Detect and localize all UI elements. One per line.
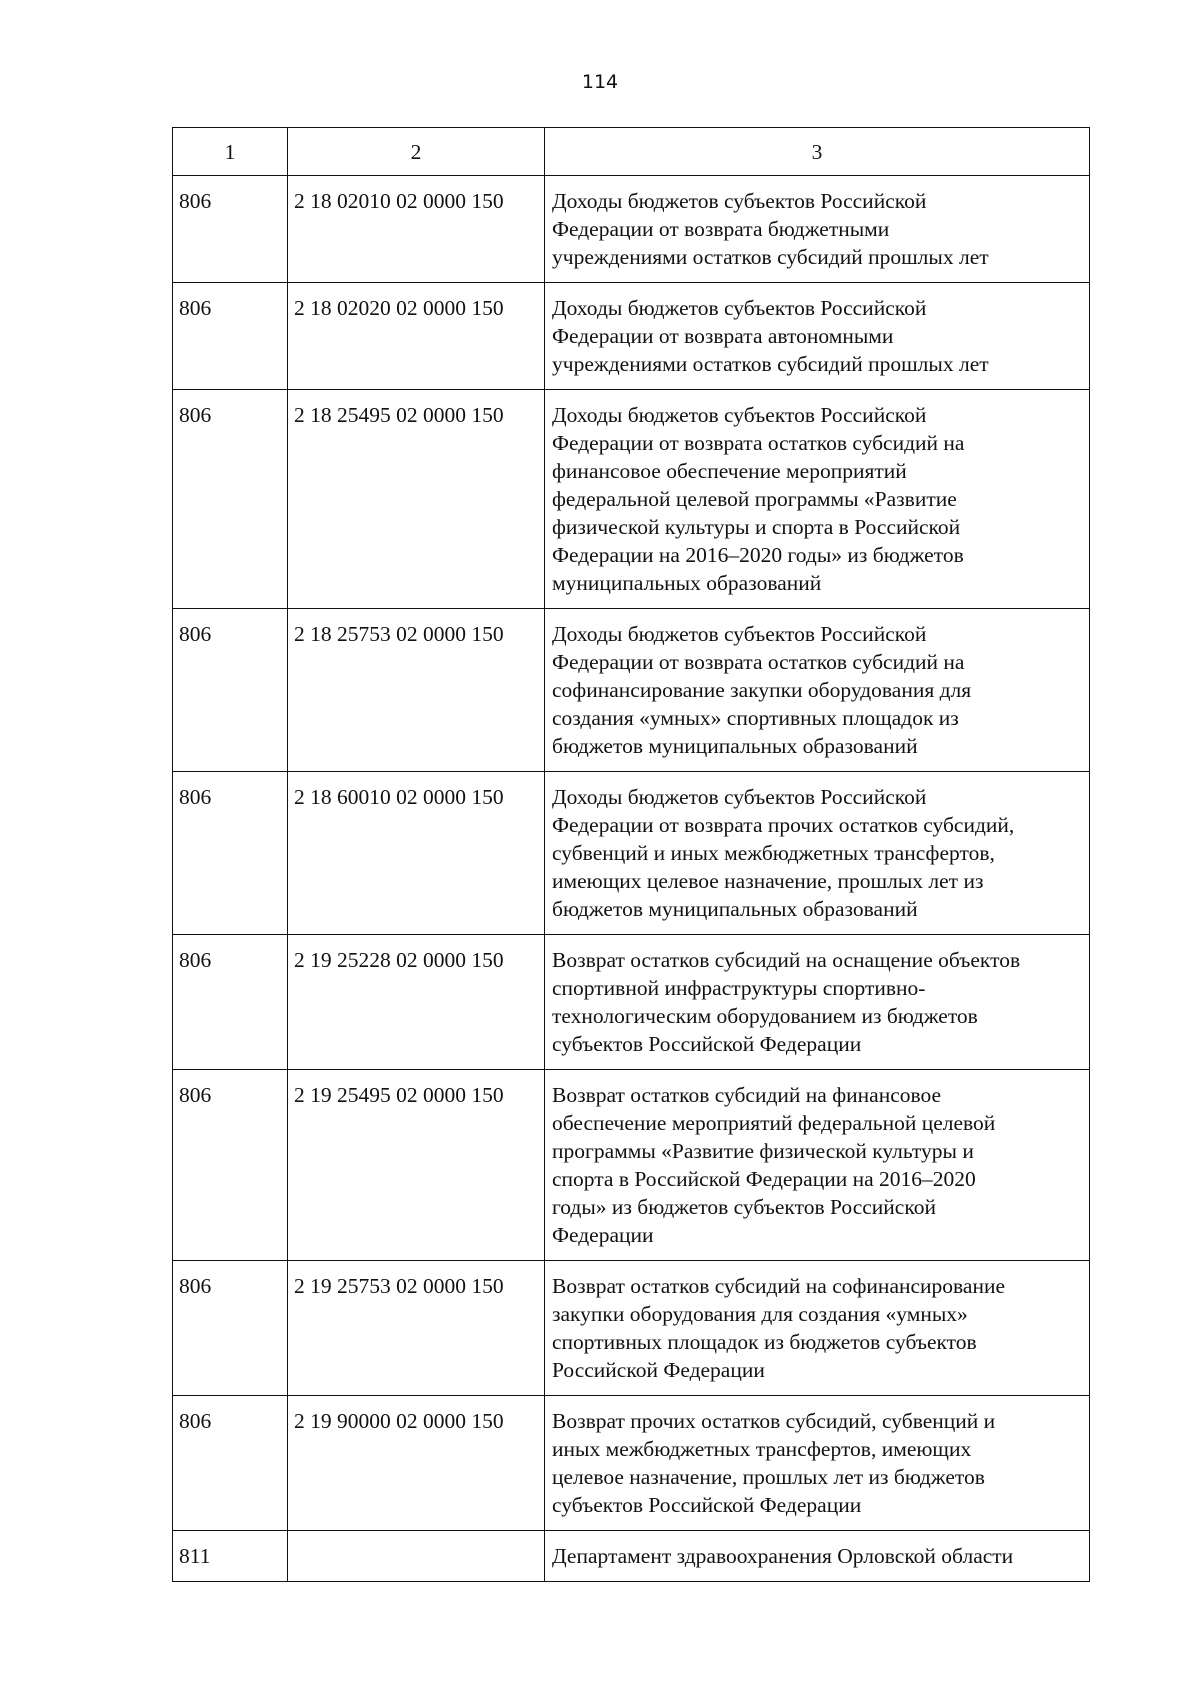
income-description-cell [545, 772, 1090, 935]
income-description-cell [545, 283, 1090, 390]
income-description-cell [545, 390, 1090, 609]
description-line: Российской Федерации [552, 1358, 765, 1382]
budget-classification-code: 2 18 60010 02 0000 150 [294, 785, 504, 809]
column-header-3: 3 [545, 128, 1090, 176]
income-description-cell [545, 1396, 1090, 1531]
description-line: закупки оборудования для создания «умных» [552, 1302, 968, 1326]
budget-classification-code-cell [288, 609, 545, 772]
admin-code: 806 [179, 403, 212, 427]
admin-code-cell [173, 283, 288, 390]
description-line: Федерации [552, 1223, 654, 1247]
income-description-cell [545, 1070, 1090, 1261]
description-line: бюджетов муниципальных образований [552, 734, 918, 758]
budget-classification-code: 2 18 25495 02 0000 150 [294, 403, 504, 427]
description-line: Возврат остатков субсидий на софинансирование [552, 1274, 1006, 1298]
description-line: программы «Развитие физической культуры и [552, 1139, 974, 1163]
description-line: субъектов Российской Федерации [552, 1032, 862, 1056]
column-header-2: 2 [288, 128, 545, 176]
income-description-cell [545, 176, 1090, 283]
admin-code-cell [173, 609, 288, 772]
budget-classification-code: 2 18 02020 02 0000 150 [294, 296, 504, 320]
income-description [545, 1396, 1089, 1530]
income-description [545, 283, 1089, 389]
description-line: Федерации от возврата остатков субсидий на [552, 431, 965, 455]
income-description [545, 176, 1089, 282]
income-description [545, 1070, 1089, 1260]
description-line: учреждениями остатков субсидий прошлых лет [552, 245, 989, 269]
admin-code: 806 [179, 189, 212, 213]
table-row [173, 935, 1090, 1070]
income-description [545, 609, 1089, 771]
admin-code-cell [173, 1070, 288, 1261]
admin-code-cell [173, 935, 288, 1070]
header-row [173, 128, 1090, 176]
page-number: 114 [581, 71, 619, 93]
budget-classification-code-cell [288, 1396, 545, 1531]
description-line: имеющих целевое назначение, прошлых лет из [552, 869, 984, 893]
income-description [545, 1531, 1089, 1581]
description-line: Доходы бюджетов субъектов Российской [552, 622, 927, 646]
table-row [173, 390, 1090, 609]
admin-code: 806 [179, 1083, 212, 1107]
budget-classification-code: 2 19 25495 02 0000 150 [294, 1083, 504, 1107]
description-line: обеспечение мероприятий федеральной целевой [552, 1111, 996, 1135]
description-line: Доходы бюджетов субъектов Российской [552, 296, 927, 320]
description-line: Возврат прочих остатков субсидий, субвенций и [552, 1409, 996, 1433]
description-line: годы» из бюджетов субъектов Российской [552, 1195, 936, 1219]
description-line: Федерации от возврата автономными [552, 324, 894, 348]
description-line: Федерации от возврата прочих остатков субсидий, [552, 813, 1015, 837]
table-header [173, 128, 1090, 176]
admin-code: 811 [179, 1544, 211, 1568]
table-row [173, 609, 1090, 772]
income-description-cell [545, 935, 1090, 1070]
income-description [545, 390, 1089, 608]
admin-code: 806 [179, 296, 212, 320]
description-line: спортивной инфраструктуры спортивно- [552, 976, 926, 1000]
description-line: Возврат остатков субсидий на финансовое [552, 1083, 942, 1107]
table-row [173, 1396, 1090, 1531]
admin-code: 806 [179, 1409, 212, 1433]
description-line: федеральной целевой программы «Развитие [552, 487, 957, 511]
income-description-cell [545, 1531, 1090, 1582]
income-description-cell [545, 609, 1090, 772]
budget-classification-code-cell [288, 772, 545, 935]
column-header-1: 1 [173, 128, 288, 176]
admin-code-cell [173, 1531, 288, 1582]
budget-classification-code: 2 18 25753 02 0000 150 [294, 622, 504, 646]
table-row [173, 176, 1090, 283]
description-line: бюджетов муниципальных образований [552, 897, 918, 921]
budget-classification-code-cell [288, 1070, 545, 1261]
budget-classification-code-cell [288, 283, 545, 390]
income-description [545, 772, 1089, 934]
budget-classification-code: 2 19 25753 02 0000 150 [294, 1274, 504, 1298]
admin-code-cell [173, 772, 288, 935]
budget-classification-code-cell [288, 176, 545, 283]
admin-code: 806 [179, 1274, 212, 1298]
budget-classification-code-cell [288, 1261, 545, 1396]
description-line: Доходы бюджетов субъектов Российской [552, 403, 927, 427]
table-body [173, 176, 1090, 1582]
admin-code: 806 [179, 948, 212, 972]
description-line: целевое назначение, прошлых лет из бюджетов [552, 1465, 985, 1489]
description-line: спорта в Российской Федерации на 2016–2020 [552, 1167, 976, 1191]
description-line: муниципальных образований [552, 571, 822, 595]
table-row [173, 283, 1090, 390]
description-line: Федерации на 2016–2020 годы» из бюджетов [552, 543, 964, 567]
budget-classification-code-cell [288, 390, 545, 609]
description-line: Доходы бюджетов субъектов Российской [552, 785, 927, 809]
description-line: Возврат остатков субсидий на оснащение объектов [552, 948, 1021, 972]
description-line: физической культуры и спорта в Российской [552, 515, 961, 539]
admin-code-cell [173, 1261, 288, 1396]
budget-codes-table [172, 127, 1090, 1582]
budget-classification-code-cell [288, 1531, 545, 1582]
admin-code-cell [173, 390, 288, 609]
income-description [545, 1261, 1089, 1395]
budget-classification-code: 2 18 02010 02 0000 150 [294, 189, 504, 213]
description-line: Доходы бюджетов субъектов Российской [552, 189, 927, 213]
admin-code: 806 [179, 785, 212, 809]
table-row [173, 1531, 1090, 1582]
table-row [173, 1070, 1090, 1261]
admin-code-cell [173, 176, 288, 283]
budget-classification-code: 2 19 25228 02 0000 150 [294, 948, 504, 972]
description-line: субъектов Российской Федерации [552, 1493, 862, 1517]
admin-code: 806 [179, 622, 212, 646]
description-line: субвенций и иных межбюджетных трансфертов, [552, 841, 995, 865]
table-row [173, 772, 1090, 935]
admin-code-cell [173, 1396, 288, 1531]
description-line: иных межбюджетных трансфертов, имеющих [552, 1437, 972, 1461]
budget-classification-code-cell [288, 935, 545, 1070]
description-line: технологическим оборудованием из бюджетов [552, 1004, 978, 1028]
description-line: учреждениями остатков субсидий прошлых лет [552, 352, 989, 376]
description-line: Федерации от возврата остатков субсидий на [552, 650, 965, 674]
description-line: софинансирование закупки оборудования для [552, 678, 972, 702]
income-description [545, 935, 1089, 1069]
description-line: финансовое обеспечение мероприятий [552, 459, 907, 483]
description-line: спортивных площадок из бюджетов субъектов [552, 1330, 977, 1354]
budget-classification-code: 2 19 90000 02 0000 150 [294, 1409, 504, 1433]
description-line: Федерации от возврата бюджетными [552, 217, 890, 241]
description-line: Департамент здравоохранения Орловской области [552, 1544, 1014, 1568]
description-line: создания «умных» спортивных площадок из [552, 706, 959, 730]
income-description-cell [545, 1261, 1090, 1396]
table-row [173, 1261, 1090, 1396]
budget-classification-code [288, 1531, 544, 1553]
